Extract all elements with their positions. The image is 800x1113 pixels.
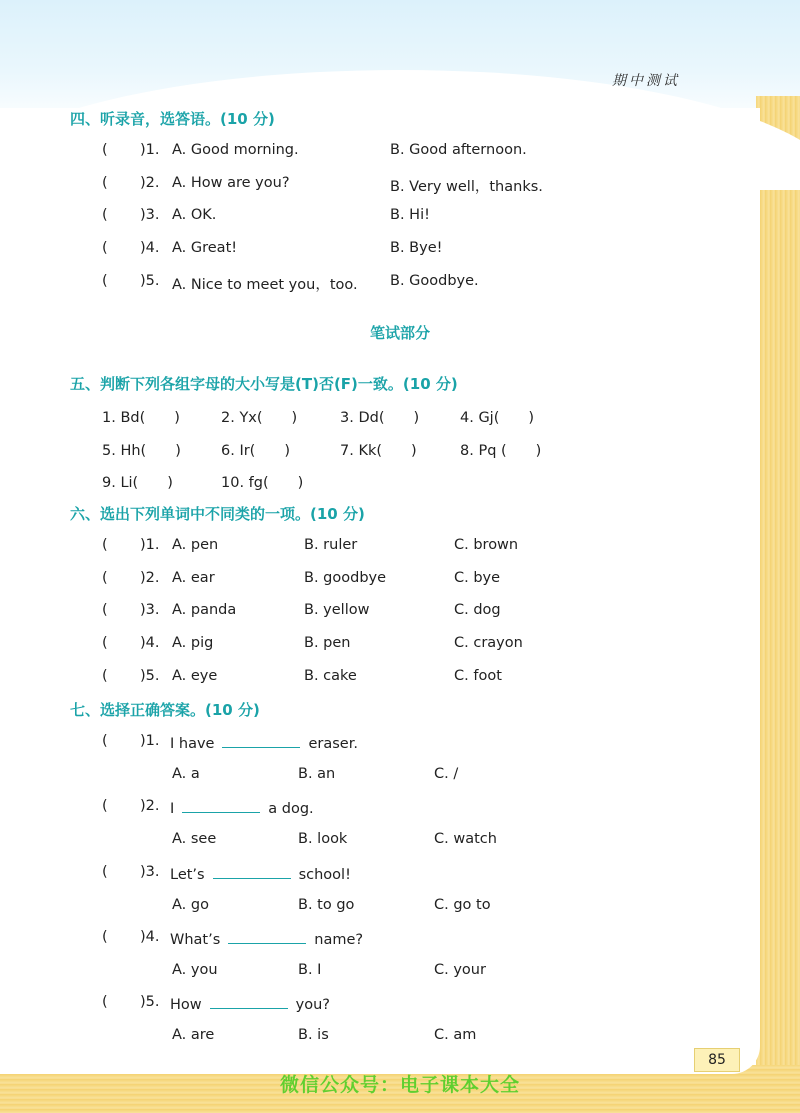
question-sentence — [170, 733, 358, 752]
option-b: B. to go — [298, 897, 355, 913]
option-c: C. / — [434, 766, 459, 782]
fill-blank[interactable] — [210, 994, 288, 1009]
page-edge-right — [756, 96, 800, 1113]
page-number: 85 — [694, 1048, 740, 1072]
question-sentence — [170, 798, 314, 817]
option-a: A. Nice to meet you，too. — [172, 277, 358, 293]
list-item[interactable]: 1. Bd( ) — [102, 410, 180, 426]
option-b: B. pen — [304, 635, 351, 651]
option-b: B. is — [298, 1027, 329, 1043]
question-number: )5. — [140, 994, 160, 1010]
question-sentence — [170, 864, 351, 883]
question-number: )2. — [140, 175, 160, 191]
paper — [0, 108, 760, 1074]
option-c: C. bye — [454, 570, 501, 586]
question-sentence — [170, 929, 363, 948]
option-b: B. an — [298, 766, 336, 782]
answer-paren[interactable]: ( — [102, 994, 108, 1010]
question-number: )3. — [140, 207, 160, 223]
answer-paren[interactable]: ( — [102, 240, 108, 256]
answer-paren[interactable]: ( — [102, 733, 108, 749]
list-item[interactable]: 2. Yx( ) — [221, 410, 298, 426]
answer-paren[interactable]: ( — [102, 207, 108, 223]
option-c: C. your — [434, 962, 486, 978]
list-item[interactable]: 7. Kk( ) — [340, 443, 417, 459]
question-number: )5. — [140, 668, 160, 684]
sentence-start: I — [170, 801, 175, 817]
question-number: )3. — [140, 864, 160, 880]
sentence-end: a dog. — [268, 801, 314, 817]
question-number: )4. — [140, 635, 160, 651]
option-a: A. a — [172, 766, 200, 782]
written-part-title: 笔试部分 — [369, 324, 430, 342]
sentence-start: What’s — [170, 932, 221, 948]
section7-title: 七、选择正确答案。(10 分) — [70, 701, 260, 719]
option-a: A. pen — [172, 537, 219, 553]
question-number: )1. — [140, 142, 160, 158]
option-a: A. are — [172, 1027, 215, 1043]
section6-title: 六、选出下列单词中不同类的一项。(10 分) — [70, 505, 365, 523]
option-b: B. I — [298, 962, 322, 978]
answer-paren[interactable]: ( — [102, 798, 108, 814]
option-a: A. ear — [172, 570, 215, 586]
answer-paren[interactable]: ( — [102, 273, 108, 289]
option-a: A. see — [172, 831, 217, 847]
option-a: A. pig — [172, 635, 214, 651]
answer-paren[interactable]: ( — [102, 142, 108, 158]
fill-blank[interactable] — [222, 733, 300, 748]
option-c: C. watch — [434, 831, 497, 847]
question-number: )2. — [140, 798, 160, 814]
question-number: )2. — [140, 570, 160, 586]
option-c: C. am — [434, 1027, 477, 1043]
option-a: A. Great! — [172, 240, 238, 256]
answer-paren[interactable]: ( — [102, 175, 108, 191]
list-item[interactable]: 8. Pq ( ) — [460, 443, 542, 459]
option-a: A. Good morning. — [172, 142, 299, 158]
list-item[interactable]: 4. Gj( ) — [460, 410, 535, 426]
question-number: )1. — [140, 537, 160, 553]
header-label: 期中测试 — [612, 73, 680, 89]
option-c: C. crayon — [454, 635, 523, 651]
option-a: A. panda — [172, 602, 237, 618]
sentence-start: How — [170, 997, 202, 1013]
question-number: )5. — [140, 273, 160, 289]
question-number: )1. — [140, 733, 160, 749]
option-b: B. Bye! — [390, 240, 443, 256]
section5-title: 五、判断下列各组字母的大小写是(T)否(F)一致。(10 分) — [70, 375, 458, 393]
sentence-start: Let’s — [170, 867, 205, 883]
option-b: B. look — [298, 831, 348, 847]
option-b: B. Very well，thanks. — [390, 179, 543, 195]
fill-blank[interactable] — [213, 864, 291, 879]
option-c: C. go to — [434, 897, 491, 913]
list-item[interactable]: 9. Li( ) — [102, 475, 173, 491]
sentence-end: eraser. — [308, 736, 358, 752]
answer-paren[interactable]: ( — [102, 635, 108, 651]
section4-title: 四、听录音，选答语。(10 分) — [70, 110, 275, 128]
option-b: B. goodbye — [304, 570, 387, 586]
option-b: B. Good afternoon. — [390, 142, 527, 158]
question-sentence — [170, 994, 330, 1013]
option-a: A. go — [172, 897, 209, 913]
sentence-end: school! — [298, 867, 351, 883]
fill-blank[interactable] — [228, 929, 306, 944]
list-item[interactable]: 5. Hh( ) — [102, 443, 181, 459]
list-item[interactable]: 3. Dd( ) — [340, 410, 420, 426]
option-c: C. foot — [454, 668, 502, 684]
list-item[interactable]: 6. Ir( ) — [221, 443, 290, 459]
sentence-start: I have — [170, 736, 215, 752]
option-c: C. brown — [454, 537, 519, 553]
option-b: B. Hi! — [390, 207, 430, 223]
option-b: B. ruler — [304, 537, 358, 553]
answer-paren[interactable]: ( — [102, 864, 108, 880]
watermark: 微信公众号：电子课本大全 — [279, 1074, 520, 1096]
question-number: )3. — [140, 602, 160, 618]
option-c: C. dog — [454, 602, 501, 618]
answer-paren[interactable]: ( — [102, 537, 108, 553]
option-a: A. OK. — [172, 207, 217, 223]
option-b: B. cake — [304, 668, 357, 684]
answer-paren[interactable]: ( — [102, 602, 108, 618]
option-a: A. How are you? — [172, 175, 290, 191]
answer-paren[interactable]: ( — [102, 668, 108, 684]
option-b: B. yellow — [304, 602, 370, 618]
question-number: )4. — [140, 240, 160, 256]
sentence-end: name? — [314, 932, 364, 948]
question-number: )4. — [140, 929, 160, 945]
answer-paren[interactable]: ( — [102, 929, 108, 945]
sentence-end: you? — [295, 997, 330, 1013]
option-b: B. Goodbye. — [390, 273, 479, 289]
answer-paren[interactable]: ( — [102, 570, 108, 586]
option-a: A. you — [172, 962, 218, 978]
fill-blank[interactable] — [182, 798, 260, 813]
list-item[interactable]: 10. fg( ) — [221, 475, 304, 491]
option-a: A. eye — [172, 668, 218, 684]
